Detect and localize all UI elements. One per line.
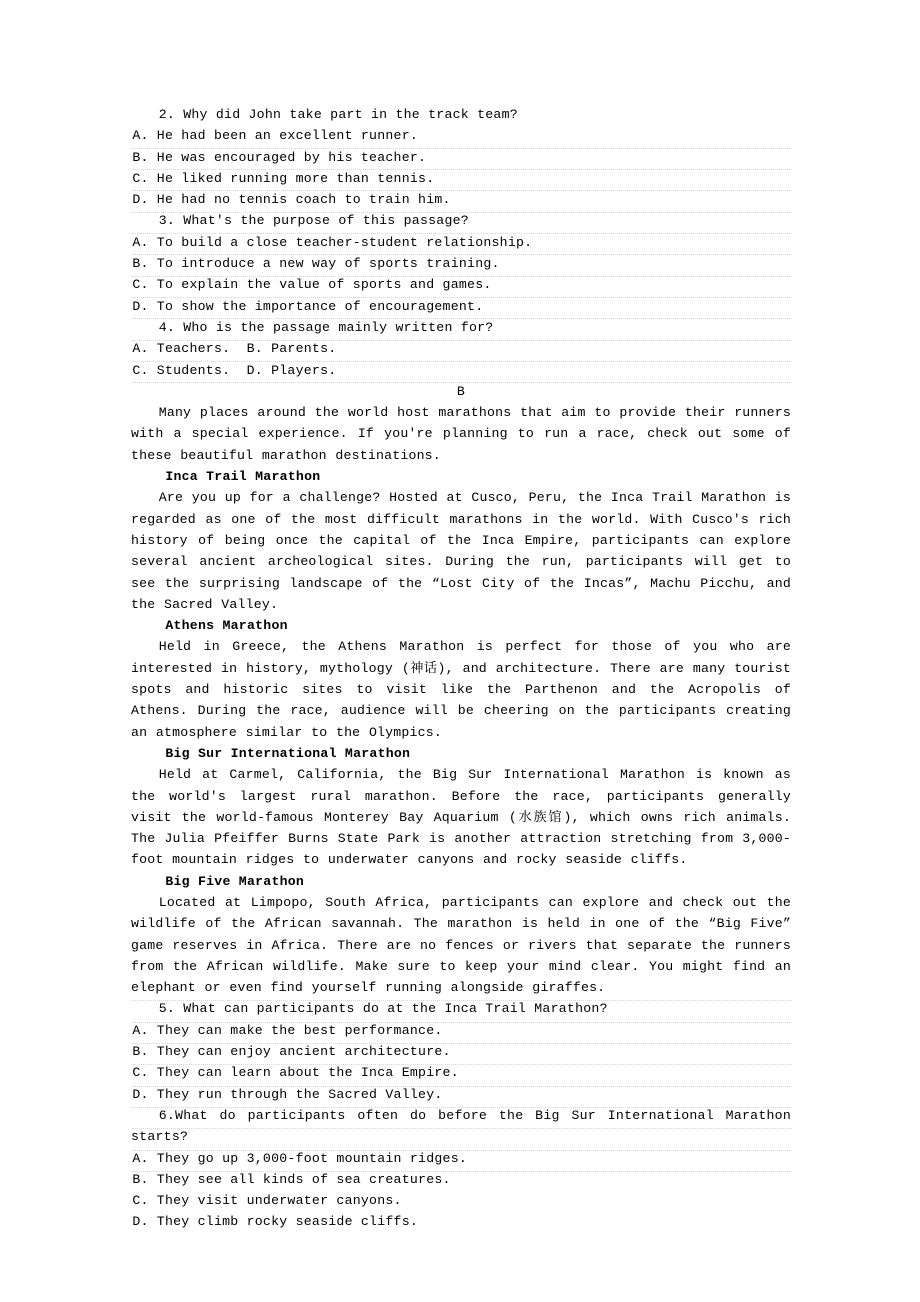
question-item: 6.What do participants often do before the Big Sur International Marathon starts? bbox=[131, 1107, 800, 1145]
option-item: D. He had no tennis coach to train him. bbox=[132, 192, 451, 208]
passage-subheading: Big Five Marathon bbox=[165, 873, 305, 889]
section-label: B bbox=[456, 383, 466, 399]
option-item: C. Students. D. Players. bbox=[132, 362, 337, 378]
passage-paragraph: Located at Limpopo, South Africa, participants can explore and check out the wildlife of the African savannah. The marathon is held in one of the “Big Five” game reserves in Africa. There are no fences or rivers that separate the runners from the African wildlife. Make sure to keep your mind clear. You might find an elephant or even find yourself running alongside giraffes. bbox=[131, 894, 791, 996]
document-body bbox=[131, 104, 800, 1233]
option-item: A. They go up 3,000-foot mountain ridges. bbox=[132, 1150, 468, 1166]
option-item: B. They can enjoy ancient architecture. bbox=[132, 1044, 451, 1060]
option-item: D. They run through the Sacred Valley. bbox=[132, 1086, 443, 1102]
option-item: A. He had been an excellent runner. bbox=[132, 128, 419, 144]
option-item: A. They can make the best performance. bbox=[132, 1022, 443, 1038]
option-item: B. He was encouraged by his teacher. bbox=[132, 149, 427, 165]
option-item: C. To explain the value of sports and games. bbox=[132, 277, 492, 293]
question-item: 3. What's the purpose of this passage? bbox=[158, 213, 469, 229]
option-item: B. To introduce a new way of sports training. bbox=[132, 256, 500, 272]
option-item: A. Teachers. B. Parents. bbox=[132, 341, 337, 357]
question-item: 4. Who is the passage mainly written for? bbox=[158, 319, 494, 335]
passage-paragraph: Held in Greece, the Athens Marathon is perfect for those of you who are interested in history, mythology (神话), and architecture. There are many tourist spots and historic sites to visit like the Parthenon and the Acropolis of Athens. During the race, audience will be cheering on the participants creating an atmosphere similar to the Olympics. bbox=[131, 639, 791, 740]
passage-paragraph: Are you up for a challenge? Hosted at Cusco, Peru, the Inca Trail Marathon is regarded as one of the most difficult marathons in the world. With Cusco's rich history of being once the capital of the Inca Empire, participants can explore several ancient archeological sites. During the run, participants will get to see the surprising landscape of the “Lost City of the Incas”, Machu Picchu, and the Sacred Valley. bbox=[131, 490, 791, 612]
question-item: 2. Why did John take part in the track team? bbox=[158, 107, 518, 122]
option-item: C. They can learn about the Inca Empire. bbox=[132, 1065, 459, 1081]
question-item: 5. What can participants do at the Inca Trail Marathon? bbox=[158, 1001, 608, 1017]
passage-subheading: Big Sur International Marathon bbox=[165, 745, 411, 761]
passage-intro: Many places around the world host marathons that aim to provide their runners with a special experience. If you're planning to run a race, check out some of these beautiful marathon destinations. bbox=[131, 405, 791, 463]
option-item: B. They see all kinds of sea creatures. bbox=[132, 1171, 451, 1187]
passage-paragraph: Held at Carmel, California, the Big Sur International Marathon is known as the world's largest rural marathon. Before the race, participants generally visit the world-famous Monterey Bay Aquarium (水族馆), which owns rich animals. The Julia Pfeiffer Burns State Park is another attraction stretching from 3,000-foot mountain ridges to underwater canyons and rocky seaside cliffs. bbox=[131, 767, 791, 868]
passage-subheading: Athens Marathon bbox=[165, 618, 288, 634]
option-item: C. They visit underwater canyons. bbox=[132, 1193, 402, 1209]
option-item: A. To build a close teacher-student relationship. bbox=[132, 234, 533, 250]
option-item: D. To show the importance of encouragement. bbox=[132, 298, 484, 314]
option-item: C. He liked running more than tennis. bbox=[132, 170, 435, 186]
passage-subheading: Inca Trail Marathon bbox=[165, 469, 321, 485]
option-item: D. They climb rocky seaside cliffs. bbox=[132, 1214, 419, 1230]
